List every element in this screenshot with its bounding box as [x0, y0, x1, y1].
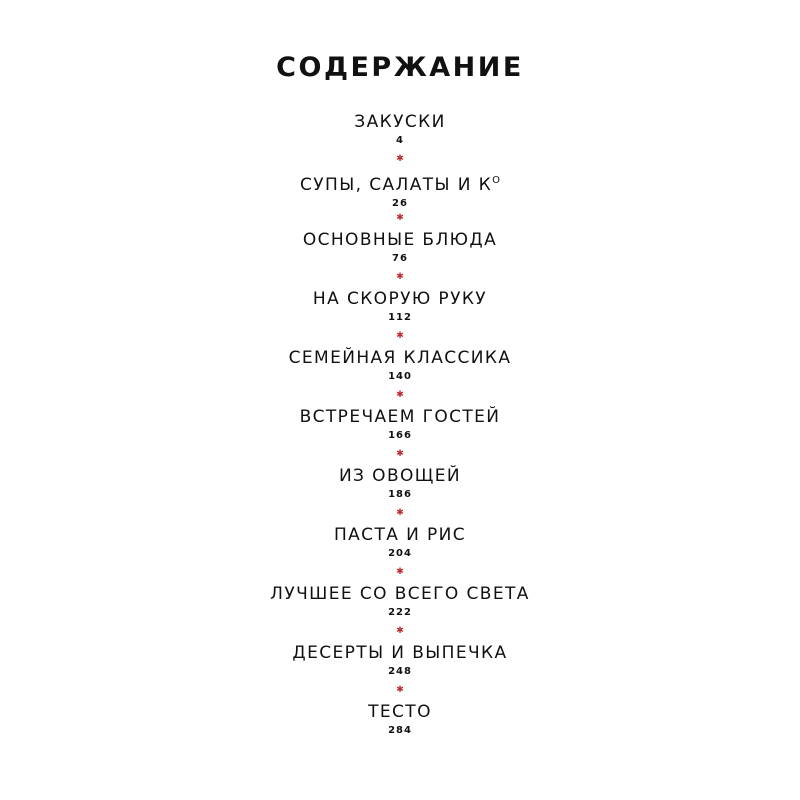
toc-entry[interactable]: [0, 347, 800, 387]
toc-entry-title-text: ТЕСТО: [368, 702, 432, 722]
toc-entry-title: [0, 465, 800, 487]
toc-entry[interactable]: [0, 642, 800, 682]
toc-entry-title: [0, 406, 800, 428]
toc-entry-title-text: ВСТРЕЧАЕМ ГОСТЕЙ: [299, 407, 501, 427]
page-title: СОДЕРЖАНИЕ: [276, 52, 524, 83]
asterisk-separator-icon: ✱: [396, 567, 404, 577]
toc-entry-page-number: 186: [388, 489, 412, 500]
asterisk-separator-icon: ✱: [396, 272, 404, 282]
toc-entry-title-text: ЛУЧШЕЕ СО ВСЕГО СВЕТА: [270, 584, 530, 604]
toc-entry[interactable]: [0, 524, 800, 564]
toc-entry-title: [0, 170, 800, 196]
toc-entry-title: [0, 642, 800, 664]
toc-entry[interactable]: [0, 583, 800, 623]
toc-entry-title: [0, 229, 800, 251]
toc-entry-title-text: НА СКОРУЮ РУКУ: [312, 289, 488, 309]
toc-entry-title-text: ПАСТА И РИС: [333, 525, 467, 545]
toc-entry-title-text: ОСНОВНЫЕ БЛЮДА: [302, 230, 498, 250]
asterisk-separator-icon: ✱: [396, 508, 404, 518]
toc-entry-page-number: 248: [388, 666, 412, 677]
asterisk-separator-icon: ✱: [396, 390, 404, 400]
asterisk-separator-icon: ✱: [396, 685, 404, 695]
toc-entry-title: [0, 111, 800, 133]
toc-entry-title: [0, 288, 800, 310]
toc-entry-title-superscript: О: [492, 175, 500, 186]
toc-entry[interactable]: [0, 288, 800, 328]
asterisk-separator-icon: ✱: [396, 626, 404, 636]
toc-entry-page-number: 4: [396, 135, 404, 146]
toc-entry[interactable]: [0, 111, 800, 151]
asterisk-separator-icon: ✱: [396, 154, 404, 164]
toc-entry-page-number: 140: [388, 371, 412, 382]
toc-entry-page-number: 26: [392, 198, 408, 209]
toc-entry-page-number: 222: [388, 607, 412, 618]
asterisk-separator-icon: ✱: [396, 331, 404, 341]
toc-entry-title-text: СУПЫ, САЛАТЫ И К: [300, 175, 493, 195]
toc-entry-title-text: ДЕСЕРТЫ И ВЫПЕЧКА: [292, 643, 508, 663]
toc-entry[interactable]: [0, 701, 800, 741]
toc-entry-title: [0, 524, 800, 546]
asterisk-separator-icon: ✱: [396, 449, 404, 459]
toc-entry-page-number: 284: [388, 725, 412, 736]
toc-entry[interactable]: [0, 170, 800, 210]
toc-entry-title-text: СЕМЕЙНАЯ КЛАССИКА: [288, 348, 512, 368]
toc-entry[interactable]: [0, 229, 800, 269]
toc-entry-page-number: 112: [388, 312, 412, 323]
toc-entry-title-text: ИЗ ОВОЩЕЙ: [338, 466, 462, 486]
toc-entry-page-number: 166: [388, 430, 412, 441]
asterisk-separator-icon: ✱: [396, 213, 404, 223]
toc-entry-title: [0, 583, 800, 605]
toc-entry-title-text: ЗАКУСКИ: [354, 112, 446, 132]
toc-entry[interactable]: [0, 406, 800, 446]
toc-entry-page-number: 76: [392, 253, 408, 264]
toc-entry-title: [0, 701, 800, 723]
toc-entry[interactable]: [0, 465, 800, 505]
toc-entry-title: [0, 347, 800, 369]
toc-entry-page-number: 204: [388, 548, 412, 559]
